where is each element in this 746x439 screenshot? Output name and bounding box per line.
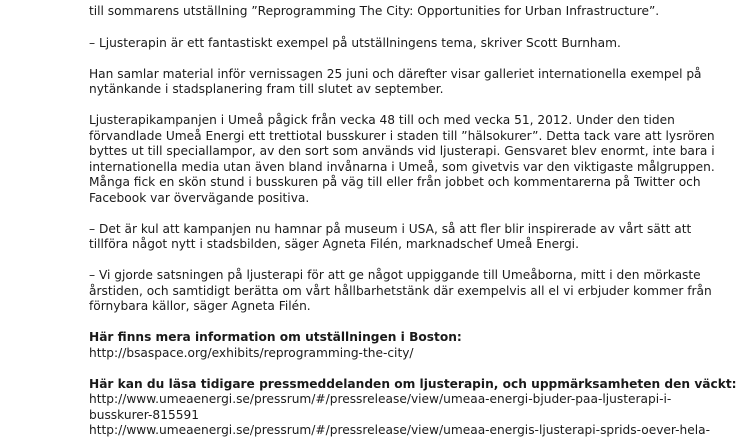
quote-line: – Ljusterapin är ett fantastiskt exempel på utställningens tema, skriver Scott Burnham. — [89, 36, 621, 50]
section-heading: Här finns mera information om utställningen i Boston: — [89, 330, 462, 344]
quote-line: förnybara källor, säger Agneta Filén. — [89, 299, 311, 313]
text-line: byttes ut till speciallampor, av den sort som används vid ljusterapi. Gensvaret blev enormt, inte bara i — [89, 144, 715, 158]
text-line: Facebook var övervägande positiva. — [89, 191, 310, 205]
quote-line: – Vi gjorde satsningen på ljusterapi för att ge något uppiggande till Umeåborna, mitt i den mörkaste — [89, 268, 701, 282]
text-line: Många fick en skön stund i busskuren på väg till eller från jobbet och kommentarerna på Twitter och — [89, 175, 701, 189]
url-text: http://www.umeaenergi.se/pressrum/#/pressrelease/view/umeaa-energi-bjuder-paa-ljusterapi-i- — [89, 392, 672, 406]
text-line: internationella media utan även bland invånarna i Umeå, som givetvis var den viktigaste målgruppen. — [89, 160, 715, 174]
text-line: Ljusterapikampanjen i Umeå pågick från vecka 48 till och med vecka 51, 2012. Under den tiden — [89, 113, 675, 127]
quote-line: – Det är kul att kampanjen nu hamnar på museum i USA, så att fler blir inspirerade av vårt sätt att — [89, 222, 692, 236]
text-line: förvandlade Umeå Energi ett trettiotal busskurer i staden till ”hälsokurer”. Detta tack vare att lysrören — [89, 129, 715, 143]
url-text: busskurer-815591 — [89, 408, 199, 422]
url-text: http://www.umeaenergi.se/pressrum/#/pressrelease/view/umeaa-energis-ljusterapi-sprids-oever-hela- — [89, 423, 711, 437]
text-line: nytänkande i stadsplanering fram till slutet av september. — [89, 82, 444, 96]
section-heading: Här kan du läsa tidigare pressmeddelanden om ljusterapin, och uppmärksamheten den väckt: — [89, 377, 737, 391]
quote-line: årstiden, och samtidigt berätta om vårt hållbarhetstänk där exempelvis all el vi erbjuder kommer från — [89, 284, 712, 298]
text-line: till sommarens utställning ”Reprogramming The City: Opportunities for Urban Infrastructure”. — [89, 4, 660, 18]
text-line: Han samlar material inför vernissagen 25 juni och därefter visar galleriet internationella exempel på — [89, 67, 702, 81]
quote-line: tillföra något nytt i stadsbilden, säger Agneta Filén, marknadschef Umeå Energi. — [89, 237, 579, 251]
url-text: http://bsaspace.org/exhibits/reprogramming-the-city/ — [89, 346, 414, 360]
